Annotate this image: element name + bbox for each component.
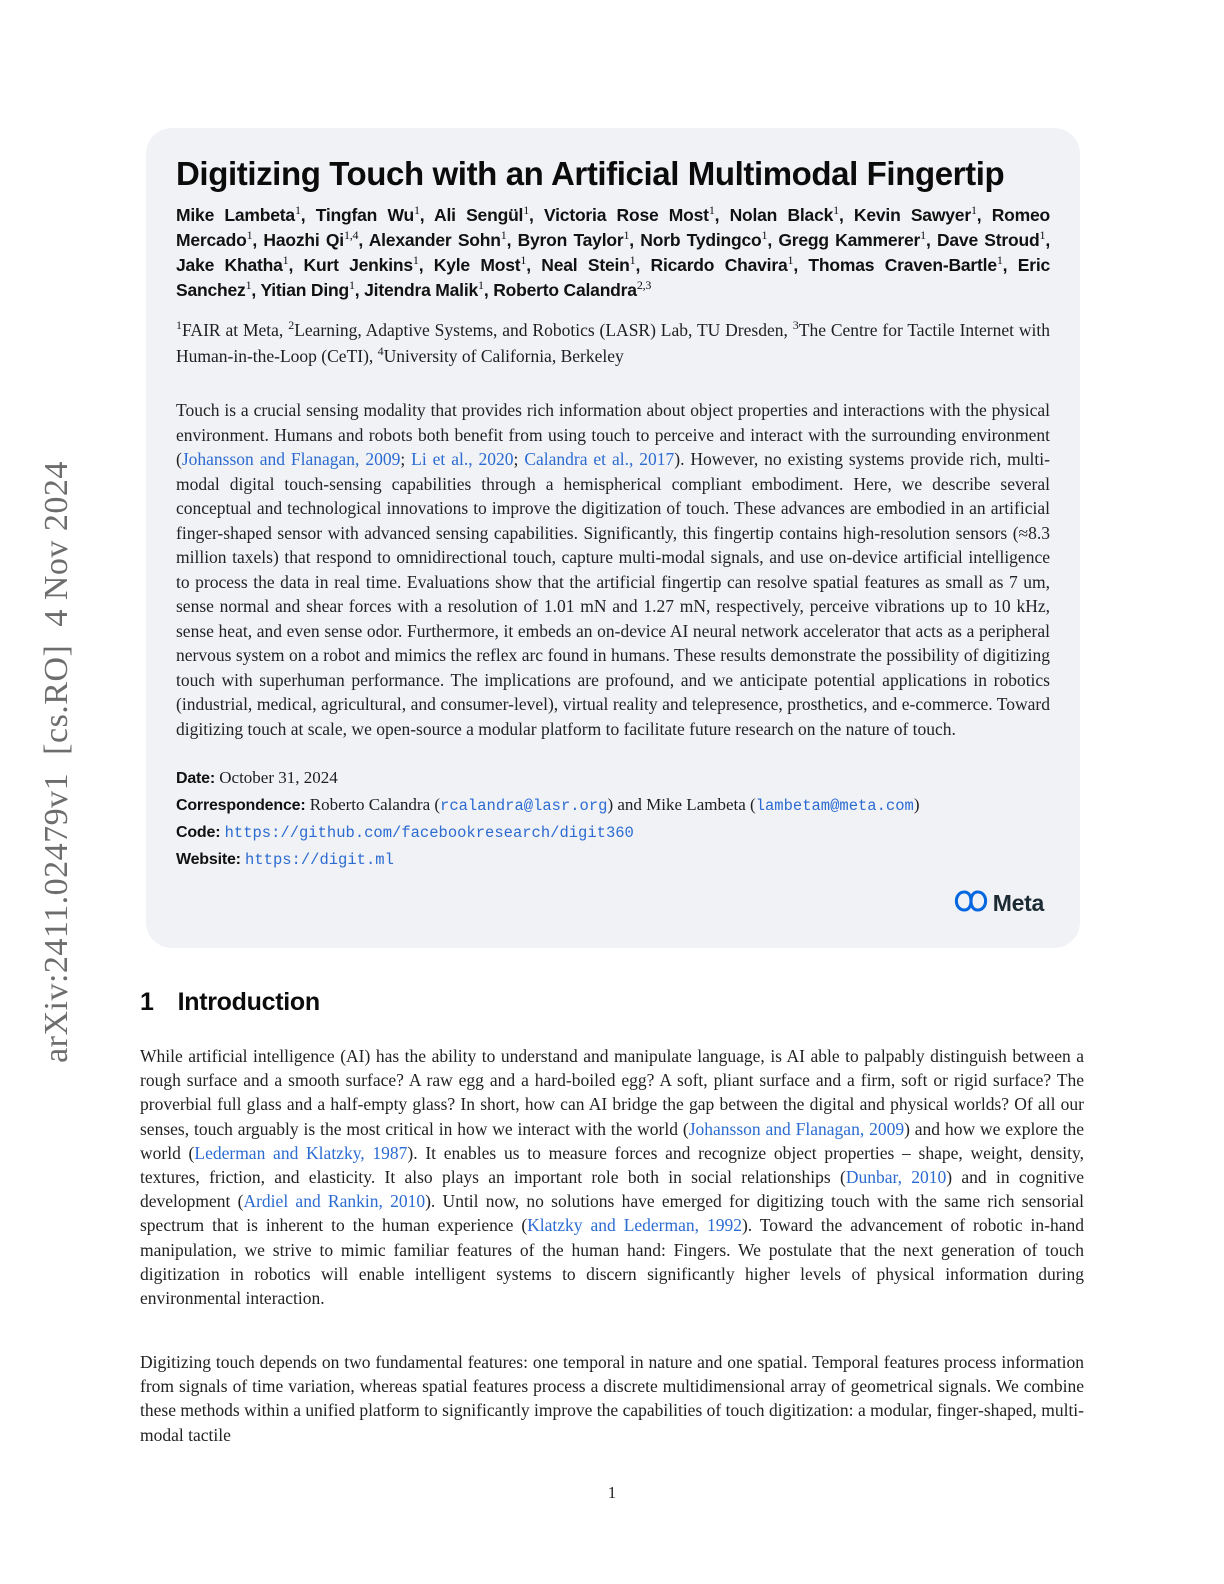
arxiv-watermark: arXiv:2411.02479v1 [cs.RO] 4 Nov 2024 bbox=[38, 461, 75, 1063]
author-name: Thomas Craven-Bartle bbox=[808, 255, 997, 275]
metadata-row-website bbox=[176, 846, 1050, 873]
author-separator: , bbox=[251, 280, 261, 300]
text-run: Learning, Adaptive Systems, and Robotics (LASR) Lab, TU Dresden, bbox=[294, 320, 793, 340]
meta-infinity-icon bbox=[953, 889, 989, 918]
author-affiliation-sup: 1 bbox=[413, 203, 420, 218]
citation-link[interactable]: Johansson and Flanagan, 2009 bbox=[688, 1118, 905, 1139]
author-affiliation-sup: 1 bbox=[629, 253, 636, 268]
author-affiliation-sup: 1 bbox=[761, 228, 768, 243]
text-run: ; bbox=[513, 449, 525, 469]
author-name: Gregg Kammerer bbox=[778, 230, 921, 250]
citation-link[interactable]: Johansson and Flanagan, 2009 bbox=[181, 449, 401, 469]
text-run: ). Toward the advancement of robotic in-hand manipulation, we strive to mimic familiar features of the human hand: Fingers. We postulate that the next generation of touch digitization in robotics will enable intelligent systems to discern significantly higher levels of physical information during environmental interaction. bbox=[140, 1215, 1084, 1309]
email-link[interactable]: rcalandra@lasr.org bbox=[440, 797, 608, 815]
author-separator: , bbox=[838, 205, 854, 225]
author-separator: , bbox=[529, 205, 544, 225]
author-separator: , bbox=[635, 255, 651, 275]
text-run: ). It enables us to measure forces and recognize object properties – shape, weight, density, textures, friction, and elasticity. It also plays an important role both in social relationships ( bbox=[140, 1142, 1084, 1188]
text-run: University of California, Berkeley bbox=[383, 346, 624, 366]
section-number: 1 bbox=[140, 988, 154, 1016]
intro-paragraph-2 bbox=[140, 1350, 1084, 1447]
citation-link[interactable]: Klatzky and Lederman, 1992 bbox=[527, 1215, 742, 1236]
author-separator: , bbox=[714, 205, 730, 225]
author-separator: , bbox=[483, 280, 494, 300]
meta-logo-wordmark: Meta bbox=[992, 890, 1044, 916]
text-run: ) and Mike Lambeta ( bbox=[607, 795, 756, 814]
author-separator: , bbox=[506, 230, 518, 250]
author-affiliation-sup: 1 bbox=[245, 278, 252, 293]
author-name: Dave Stroud bbox=[936, 230, 1040, 250]
abstract-card bbox=[146, 128, 1080, 948]
citation-link[interactable]: Li et al., 2020 bbox=[411, 449, 514, 469]
author-affiliation-sup: 1 bbox=[348, 278, 355, 293]
author-affiliation-sup: 2,3 bbox=[636, 278, 652, 293]
author-name: Yitian Ding bbox=[260, 280, 349, 300]
author-separator: , bbox=[300, 205, 316, 225]
author-name: Haozhi Qi bbox=[263, 230, 344, 250]
author-affiliation-sup: 1 bbox=[920, 228, 926, 243]
author-affiliation-sup: 1 bbox=[996, 253, 1003, 268]
author-name: Alexander Sohn bbox=[368, 230, 501, 250]
date-label: Date: bbox=[176, 770, 216, 787]
author-affiliation-sup: 1 bbox=[708, 203, 715, 218]
code-url-link[interactable]: https://github.com/facebookresearch/digit360 bbox=[224, 824, 634, 842]
author-affiliation-sup: 1 bbox=[833, 203, 839, 218]
text-run: October 31, 2024 bbox=[219, 768, 338, 787]
code-label: Code: bbox=[176, 824, 221, 841]
affiliation-sup: 3 bbox=[792, 318, 799, 333]
author-affiliation-sup: 1 bbox=[246, 228, 253, 243]
author-name: Jake Khatha bbox=[176, 255, 283, 275]
author-affiliation-sup: 1 bbox=[523, 203, 530, 218]
author-name: Byron Taylor bbox=[517, 230, 624, 250]
date-value bbox=[219, 768, 338, 787]
author-separator: , bbox=[419, 205, 435, 225]
text-run: Touch is a crucial sensing modality that provides rich information about object properties and interactions with the physical environment. Humans and robots both benefit from using touch to perceive and interact with the surrounding environment ( bbox=[176, 400, 1050, 469]
author-name: Romeo Mercado bbox=[176, 205, 1050, 250]
email-link[interactable]: lambetam@meta.com bbox=[755, 797, 914, 815]
author-name: Kurt Jenkins bbox=[303, 255, 413, 275]
author-name: Ricardo Chavira bbox=[650, 255, 788, 275]
text-run: ) and how we explore the world ( bbox=[140, 1118, 1084, 1163]
paper-title: Digitizing Touch with an Artificial Multimodal Fingertip bbox=[176, 155, 1005, 192]
author-affiliation-sup: 1,4 bbox=[343, 228, 359, 243]
author-affiliation-sup: 1 bbox=[282, 253, 289, 268]
metadata-row-date bbox=[176, 765, 1050, 792]
author-separator: , bbox=[288, 255, 304, 275]
author-affiliation-sup: 1 bbox=[970, 203, 977, 218]
author-affiliation-sup: 1 bbox=[787, 253, 794, 268]
correspondence-value bbox=[310, 795, 920, 814]
author-affiliation-sup: 1 bbox=[478, 278, 484, 293]
text-run: While artificial intelligence (AI) has the ability to understand and manipulate language, is AI able to palpably distinguish between a rough surface and a smooth surface? A raw egg and a hard-boiled egg? A soft, pliant surface and a firm, soft or rigid surface? The proverbial full glass and a half-empty glass? In short, how can AI bridge the gap between the digital and physical worlds? Of all our senses, touch arguably is the most critical in how we interact with the world ( bbox=[140, 1046, 1084, 1139]
author-affiliation-sup: 1 bbox=[500, 228, 507, 243]
affiliations bbox=[176, 317, 1050, 369]
text-run: FAIR at Meta, bbox=[182, 320, 289, 340]
author-name: Norb Tydingco bbox=[640, 230, 762, 250]
metadata-row-code bbox=[176, 819, 1050, 846]
text-run: ). However, no existing systems provide rich, multi-modal digital touch-sensing capabilities through a hemispherical compliant embodiment. Here, we describe several conceptual and technological innovations to improve the digitization of touch. These advances are embodied in an artificial finger-shaped sensor with advanced sensing capabilities. Significantly, this fingertip contains high-resolution sensors (≈8.3 million taxels) that respond to omnidirectional touch, capture multi-modal signals, and use on-device artificial intelligence to process the data in real time. Evaluations show that the artificial fingertip can resolve spatial features as small as 7 um, sense normal and shear forces with a resolution of 1.01 mN and 1.27 mN, respectively, perceive vibrations up to 10 kHz, sense heat, and even sense odor. Furthermore, it embeds an on-device AI neural network accelerator that acts as a peripheral nervous system on a robot and mimics the reflex arc found in humans. These results demonstrate the possibility of digitizing touch with superhuman performance. The implications are profound, and we anticipate potential applications in robotics (industrial, medical, agricultural, and consumer-level), virtual reality and telepresence, prosthetics, and e-commerce. Toward digitizing touch at scale, we open-source a modular platform to facilitate future research on the nature of touch. bbox=[176, 449, 1050, 739]
author-separator: , bbox=[767, 230, 779, 250]
author-name: Mike Lambeta bbox=[176, 205, 295, 225]
text-run: ). Until now, no solutions have emerged for digitizing touch with the same rich sensorial spectrum that is inherent to the human experience ( bbox=[140, 1191, 1084, 1236]
author-separator: , bbox=[358, 230, 369, 250]
correspondence-label: Correspondence: bbox=[176, 797, 306, 814]
citation-link[interactable]: Calandra et al., 2017 bbox=[524, 449, 675, 469]
author-separator: , bbox=[418, 255, 434, 275]
text-run: Digitizing touch depends on two fundamental features: one temporal in nature and one spatial. Temporal features process information from signals of time variation, whereas spatial features process a discrete multidimensional array of geometrical signals. We combine these methods within a unified platform to significantly improve the capabilities of touch digitization: a modular, finger-shaped, multi-modal tactile bbox=[140, 1352, 1084, 1445]
author-separator: , bbox=[793, 255, 809, 275]
website-label: Website: bbox=[176, 851, 241, 868]
author-name: Ali Sengül bbox=[434, 205, 524, 225]
author-affiliation-sup: 1 bbox=[520, 253, 527, 268]
website-url-link[interactable]: https://digit.ml bbox=[245, 851, 394, 869]
author-name: Nolan Black bbox=[729, 205, 834, 225]
author-separator: , bbox=[925, 230, 937, 250]
affiliation-sup: 4 bbox=[377, 344, 384, 359]
author-separator: , bbox=[526, 255, 542, 275]
author-affiliation-sup: 1 bbox=[1039, 228, 1046, 243]
affiliation-sup: 1 bbox=[176, 318, 182, 333]
intro-paragraph-1 bbox=[140, 1044, 1084, 1310]
author-separator: , bbox=[1002, 255, 1018, 275]
author-separator: , bbox=[252, 230, 264, 250]
abstract-text bbox=[176, 398, 1050, 741]
affiliation-sup: 2 bbox=[288, 318, 295, 333]
author-name: Neal Stein bbox=[541, 255, 630, 275]
text-run: Roberto Calandra ( bbox=[309, 795, 441, 814]
website-value bbox=[245, 849, 394, 868]
author-name: Jitendra Malik bbox=[364, 280, 479, 300]
page-number: 1 bbox=[607, 1483, 617, 1502]
author-name: Kyle Most bbox=[433, 255, 521, 275]
metadata-block bbox=[176, 765, 1050, 873]
author-name: Victoria Rose Most bbox=[543, 205, 709, 225]
author-name: Kevin Sawyer bbox=[853, 205, 971, 225]
code-value bbox=[225, 822, 634, 841]
author-name: Eric Sanchez bbox=[176, 255, 1051, 300]
text-run: The Centre for Tactile Internet with Human-in-the-Loop (CeTI), bbox=[176, 320, 1050, 366]
author-separator: , bbox=[1045, 230, 1050, 250]
metadata-row-correspondence bbox=[176, 792, 1050, 819]
citation-link[interactable]: Dunbar, 2010 bbox=[845, 1167, 947, 1188]
text-run: ) bbox=[913, 795, 920, 814]
author-affiliation-sup: 1 bbox=[294, 203, 301, 218]
citation-link[interactable]: Ardiel and Rankin, 2010 bbox=[243, 1191, 426, 1212]
section-title: Introduction bbox=[177, 988, 320, 1016]
citation-link[interactable]: Lederman and Klatzky, 1987 bbox=[194, 1142, 408, 1163]
author-name: Tingfan Wu bbox=[315, 205, 414, 225]
author-affiliation-sup: 1 bbox=[623, 228, 630, 243]
meta-logo bbox=[953, 889, 1044, 918]
authors-block bbox=[176, 203, 1050, 303]
author-separator: , bbox=[629, 230, 641, 250]
author-separator: , bbox=[354, 280, 365, 300]
text-run: ; bbox=[400, 449, 412, 469]
author-name: Roberto Calandra bbox=[493, 280, 637, 300]
text-run: ) and in cognitive development ( bbox=[140, 1167, 1084, 1212]
author-separator: , bbox=[976, 205, 992, 225]
author-affiliation-sup: 1 bbox=[412, 253, 419, 268]
section-heading-introduction bbox=[140, 988, 1084, 1017]
